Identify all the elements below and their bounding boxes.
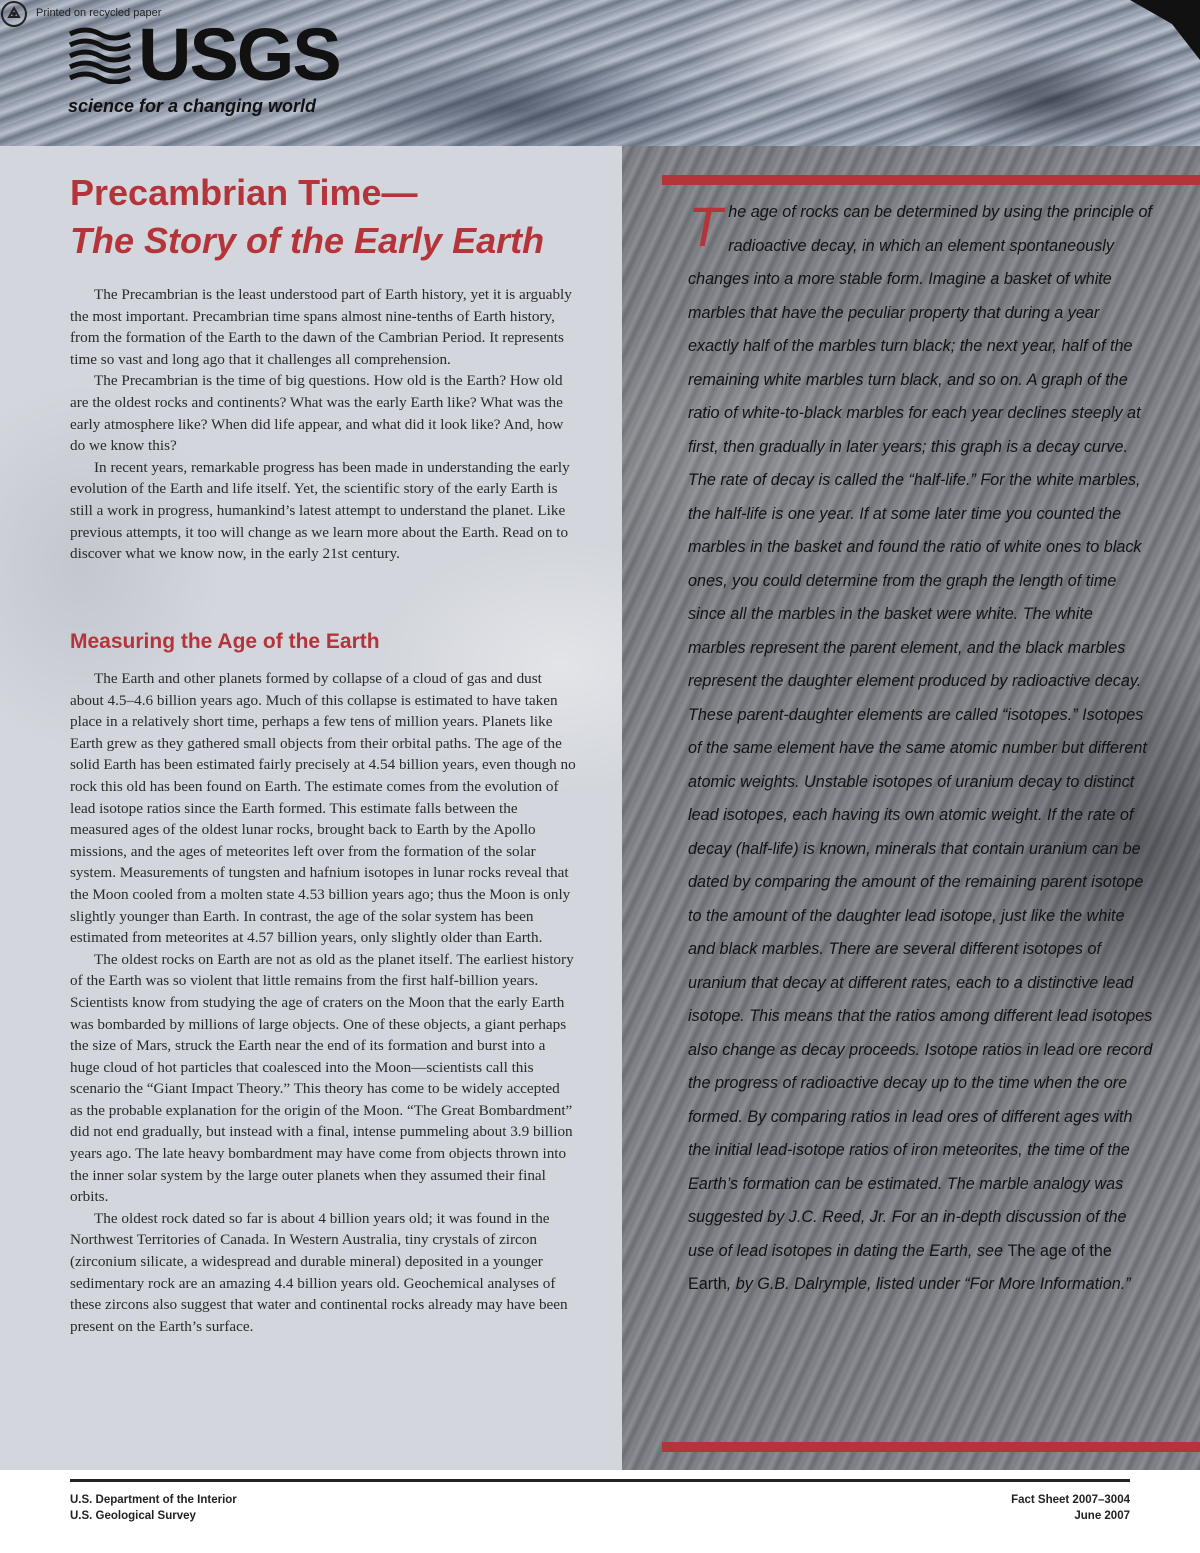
footer-department: U.S. Department of the Interior [70, 1494, 237, 1506]
section-paragraph: The oldest rock dated so far is about 4 billion years old; it was found in the Northwest Territories of Canada. In Western Australia, tiny crystals of zircon (zirconium silicate, a widespread and durable mineral) deposited in a younger sedimentary rock are an amazing 4.4 billion years old. Geochemical analyses of these zircons also suggest that water and continental rocks already may have been present on the Earth’s surface. [70, 1209, 568, 1335]
logo-tagline: science for a changing world [68, 96, 317, 116]
intro-paragraph: The Precambrian is the time of big questions. How old is the Earth? How old are the oldest rocks and continents? What was the early Earth like? What was the early atmosphere like? When did life appear, and what did it look like? And, how do we know this? [70, 372, 564, 455]
section-paragraph: The Earth and other planets formed by collapse of a cloud of gas and dust about 4.5–4.6 billion years ago. Much of this collapse is estimated to have taken place in a relatively short time, perhaps a few tens of million years. Planets like Earth grew as they gathered small objects from their orbital paths. The age of the solid Earth has been estimated fairly precisely at 4.54 billion years, even though no rock this old has been found on Earth. The estimate comes from the evolution of lead isotope ratios since the Earth formed. This estimate falls between the measured ages of the oldest lunar rocks, brought back to Earth by the Apollo missions, and the ages of meteorites left over from the formation of the solar system. Measurements of tungsten and hafnium isotopes in lunar rocks reveal that the Moon cooled from a molten state 4.53 billion years ago; thus the Moon is only slightly younger than Earth. In contrast, the age of the solar system has been estimated from meteorites at 4.57 billion years, only slightly older than Earth. [70, 670, 576, 947]
sidebar-end-text: , by G.B. Dalrymple, listed under “For More Information.” [726, 1275, 1131, 1293]
section-paragraph: The oldest rocks on Earth are not as old as the planet itself. The earliest history of the Earth was so violent that little remains from the first half-billion years. Scientists know from studying the age of craters on the Moon that the early Earth was bombarded by millions of large objects. One of these objects, a giant perhaps the size of Mars, struck the Earth near the end of its formation and burst into a huge cloud of hot particles that coalesced into the Moon—scientists call this scenario the “Giant Impact Theory.” This theory has come to be widely accepted as the probable explanation for the origin of the Moon. “The Great Bombardment” did not end gradually, but instead with a final, intense pummeling about 3.9 billion years ago. The late heavy bombardment may have come from objects thrown into the inner solar system by the large outer planets when they assumed their final orbits. [70, 950, 574, 1206]
intro-text [70, 284, 576, 565]
sidebar-rule-top [662, 175, 1200, 185]
publication-date: June 2007 [1074, 1510, 1130, 1522]
footer-survey: U.S. Geological Survey [70, 1510, 196, 1522]
recycled-paper-label: Printed on recycled paper [36, 7, 162, 19]
logo-wordmark: USGS [138, 13, 340, 96]
section-text [70, 668, 576, 1337]
header-band [0, 0, 1200, 146]
sidebar-paragraph [688, 196, 1154, 1302]
usgs-wave-icon [68, 24, 132, 84]
sidebar-rule-bottom [662, 1442, 1200, 1452]
title-line-2: The Story of the Early Earth [70, 220, 545, 261]
book-title: The age of the Earth [688, 1241, 1112, 1293]
header-dark-corner [1130, 0, 1200, 60]
intro-paragraph: The Precambrian is the least understood part of Earth history, yet it is arguably the most important. Precambrian time spans almost nine-tenths of Earth history, from the formation of the Earth to the dawn of the Cambrian Period. It represents time so vast and long ago that it challenges all comprehension. [70, 286, 572, 368]
sidebar-main-text: he age of rocks can be determined by using the principle of radioactive decay, in which an element spontaneously changes into a more stable form. Imagine a basket of white marbles that have the peculiar property that during a year exactly half of the marbles turn black; the next year, half of the remaining white marbles turn black, and so on. A graph of the ratio of white-to-black marbles for each year declines steeply at first, then gradually in later years; this graph is a decay curve. The rate of decay is called the “half-life.” For the white marbles, the half-life is one year. If at some later time you counted the marbles in the basket and found the ratio of white ones to black ones, you could determine from the graph the length of time since all the marbles in the basket were white. The white marbles represent the parent element, and the black marbles represent the daughter element produced by radioactive decay. These parent-daughter elements are called “isotopes.” Isotopes of the same element have the same atomic number but different atomic weights. Unstable isotopes of uranium decay to distinct lead isotopes, each having its own atomic weight. If the rate of decay (half-life) is known, minerals that contain uranium can be dated by comparing the amount of the remaining parent isotope to the amount of the daughter lead isotope, just like the white and black marbles. There are several different isotopes of uranium that decay at different rates, each to a distinctive lead isotope. This means that the ratios among different lead isotopes also change as decay proceeds. Isotope ratios in lead ore record the progress of radioactive decay up to the time when the ore formed. By comparing ratios in lead ores of different ages with the initial lead-isotope ratios of iron meteorites, the time of the Earth’s formation can be estimated. The marble analogy was suggested by J.C. Reed, Jr. For an in-depth discussion of the use of lead isotopes in dating the Earth, see [688, 203, 1153, 1260]
main-column [0, 146, 622, 1470]
sidebar-text [688, 196, 1154, 1302]
intro-paragraph: In recent years, remarkable progress has been made in understanding the early evolution of the Earth and life itself. Yet, the scientific story of the early Earth is still a work in progress, humankind’s latest attempt to understand the planet. Like previous attempts, it too will change as we learn more about the Earth. Read on to discover what we know now, in the early 21st century. [70, 458, 570, 563]
title-line-1: Precambrian Time— [70, 172, 418, 213]
recycle-icon [0, 0, 28, 28]
fact-sheet-number: Fact Sheet 2007–3004 [1011, 1494, 1130, 1506]
section-heading: Measuring the Age of the Earth [70, 630, 380, 653]
footer-rule [70, 1479, 1130, 1482]
sidebar-panel [622, 146, 1200, 1470]
drop-cap: T [688, 195, 723, 258]
